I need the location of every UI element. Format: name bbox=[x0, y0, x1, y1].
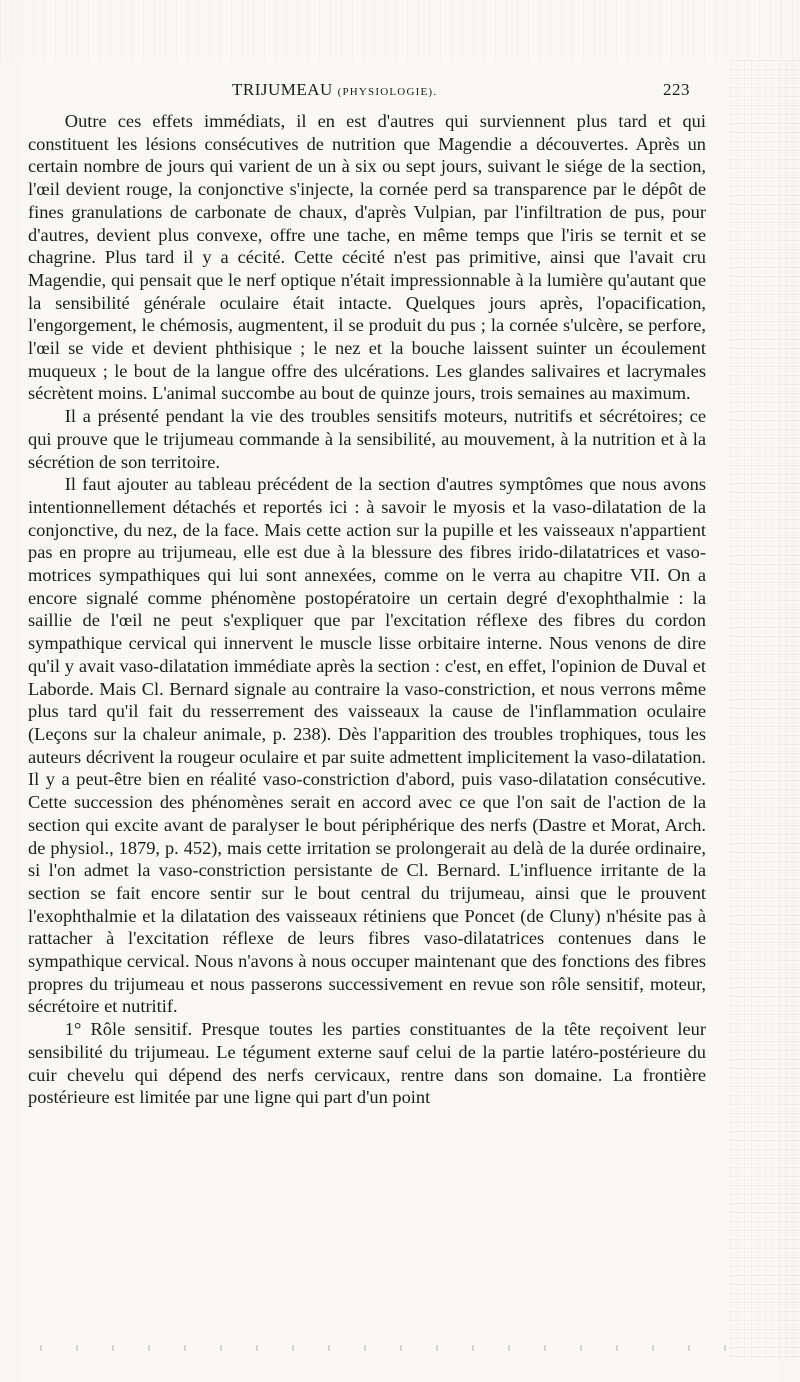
body-text bbox=[28, 110, 706, 1109]
page-number: 223 bbox=[663, 80, 690, 99]
scan-top-margin bbox=[0, 0, 800, 60]
scan-right-edge bbox=[730, 60, 800, 1360]
paragraph: 1° Rôle sensitif. Presque toutes les parties constituantes de la tête reçoivent leur sensibilité du trijumeau. Le tégument externe sauf celui de la partie latéro-postérieure du cuir chevelu qui dépend des nerfs cervicaux, rentre dans son domaine. La frontière postérieure est limitée par une ligne qui part d'un point bbox=[28, 1019, 706, 1108]
paragraph: Outre ces effets immédiats, il en est d'autres qui surviennent plus tard et qui constituent les lésions consécutives de nutrition que Magendie a découvertes. Après un certain nombre de jours qui varient de un à six ou sept jours, suivant le siége de la section, l'œil devient rouge, la conjonctive s'injecte, la cornée perd sa transparence par le dépôt de fines granulations de carbonate de chaux, d'après Vulpian, par l'infiltration de pus, pour d'autres, devient plus convexe, offre une tache, en même temps que l'iris se ternit et se chagrine. Plus tard il y a cécité. Cette cécité n'est pas primitive, ainsi que l'avait cru Magendie, qui pensait que le nerf optique n'était impressionnable à la lumière qu'autant que la sensibilité générale oculaire était intacte. Quelques jours après, l'opacification, l'engorgement, le chémosis, augmentent, il se produit du pus ; la cornée s'ulcère, se perfore, l'œil se vide et devient phthisique ; le nez et la bouche laissent suinter un écoulement muqueux ; le bout de la langue offre des ulcérations. Les glandes salivaires et lacrymales sécrètent moins. L'animal succombe au bout de quinze jours, trois semaines au maximum. bbox=[28, 111, 706, 404]
running-head bbox=[232, 80, 437, 100]
scan-bottom-margin bbox=[40, 1345, 740, 1351]
paragraph: Il faut ajouter au tableau précédent de la section d'autres symptômes que nous avons intentionnellement détachés et reportés ici : à savoir le myosis et la vaso-dilatation de la conjonctive, du nez, de la face. Mais cette action sur la pupille et les vaisseaux n'appartient pas en propre au trijumeau, elle est due à la blessure des fibres irido-dilatatrices et vaso-motrices sympathiques qui lui sont annexées, comme on le verra au chapitre VII. On a encore signalé comme phénomène postopératoire un certain degré d'exophthalmie : la saillie de l'œil ne peut s'expliquer que par l'excitation réflexe des fibres du cordon sympathique cervical qui innervent le muscle lisse orbitaire interne. Nous venons de dire qu'il y avait vaso-dilatation immédiate après la section : c'est, en effet, l'opinion de Duval et Laborde. Mais Cl. Bernard signale au contraire la vaso-constriction, et nous verrons même plus tard qu'il fait du resserrement des vaisseaux la cause de l'inflammation oculaire (Leçons sur la chaleur animale, p. 238). Dès l'apparition des troubles trophiques, tous les auteurs décrivent la rougeur oculaire et par suite admettent implicitement la vaso-dilatation. Il y a peut-être bien en réalité vaso-constriction d'abord, puis vaso-dilatation consécutive. Cette succession des phénomènes serait en accord avec ce que l'on sait de l'action de la section qui excite avant de paralyser le bout périphérique des nerfs (Dastre et Morat, Arch. de physiol., 1879, p. 452), mais cette irritation se prolongerait au delà de la durée ordinaire, si l'on admet la vaso-constriction persistante de Cl. Bernard. L'influence irritante de la section se fait encore sentir sur le bout central du trijumeau, ainsi que le prouvent l'exophthalmie et la dilatation des vaisseaux rétiniens que Poncet (de Cluny) n'hésite pas à rattacher à l'excitation réflexe de leurs fibres vaso-dilatatrices contenues dans le sympathique cervical. Nous n'avons à nous occuper maintenant que des fonctions des fibres propres du trijumeau et nous passerons successivement en revue son rôle sensitif, moteur, sécrétoire et nutritif. bbox=[28, 474, 706, 1017]
running-head-title: TRIJUMEAU bbox=[232, 80, 333, 99]
page-header bbox=[220, 80, 690, 104]
paragraph: Il a présenté pendant la vie des troubles sensitifs moteurs, nutritifs et sécrétoires; ce qui prouve que le trijumeau commande à la sensibilité, au mouvement, à la nutrition et à la sécrétion de son territoire. bbox=[28, 406, 706, 472]
running-head-subtitle: (PHYSIOLOGIE). bbox=[337, 86, 438, 98]
